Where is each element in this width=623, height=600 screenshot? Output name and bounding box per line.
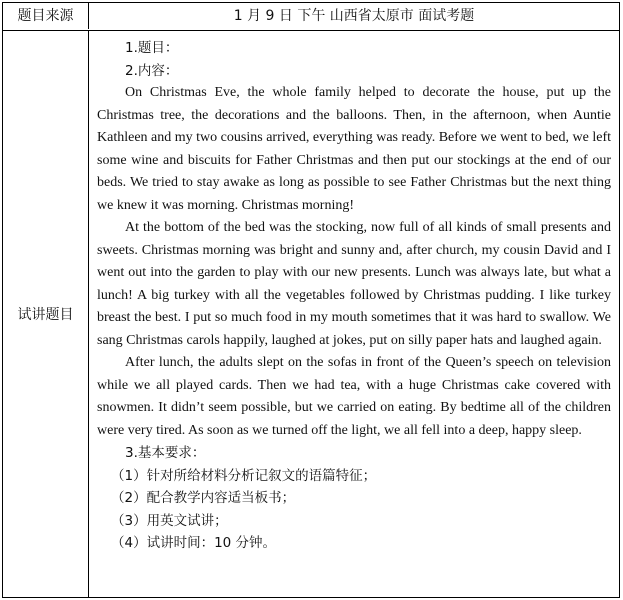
section-content: 2.内容： (125, 62, 179, 79)
requirement-item: （3）用英文试讲； (111, 512, 228, 529)
topic-label-text: 试讲题目 (17, 307, 74, 323)
header-row (3, 3, 619, 31)
section-requirements: 3.基本要求： (125, 445, 206, 461)
passage-paragraph: At the bottom of the bed was the stocking, now full of all kinds of small presents and sweets. Christmas morning was bright and sunny and, after church, my cousin David and I went out into the garden to play with our new presents. Lunch was always late, but what a lunch! A big turkey with all the vegetables followed by Christmas pudding. I like turkey breast the best. I put so much food in my mouth sometimes that it was hard to swallow. We sang Christmas carols happily, laughed at jokes, put on silly paper hats and laughed again. (97, 220, 611, 348)
requirement-item: （2）配合教学内容适当板书； (111, 490, 296, 506)
passage-paragraph: After lunch, the adults slept on the sofas in front of the Queen’s speech on television while we all played cards. Then we had tea, with a huge Christmas cake covered with snowmen. It didn’t seem possible, but we carried on eating. By bedtime all of the children were very tired. As soon as we turned off the light, we all fell into a deep, happy sleep. (97, 355, 611, 438)
requirement-item: （4）试讲时间：10 分钟。 (111, 535, 277, 551)
source-title: 1 月 9 日 下午 山西省太原市 面试考题 (233, 8, 475, 24)
topic-content (97, 37, 611, 555)
source-label: 题目来源 (3, 3, 89, 29)
passage-paragraph: On Christmas Eve, the whole family helped to decorate the house, put up the Christmas tree, the decorations and the balloons. Then, in the afternoon, when Auntie Kathleen and my two cousins arrived, everything was ready. Before we went to bed, we left some wine and biscuits for Father Christmas and then put our stockings at the end of our beds. We tried to stay awake as long as possible to see Father Christmas but the next thing we knew it was morning. Christmas morning! (97, 85, 611, 213)
requirement-item: （1）针对所给材料分析记叙文的语篇特征； (111, 467, 377, 484)
topic-label (3, 31, 89, 597)
exam-table (2, 2, 620, 598)
section-title: 1.题目： (125, 40, 179, 56)
